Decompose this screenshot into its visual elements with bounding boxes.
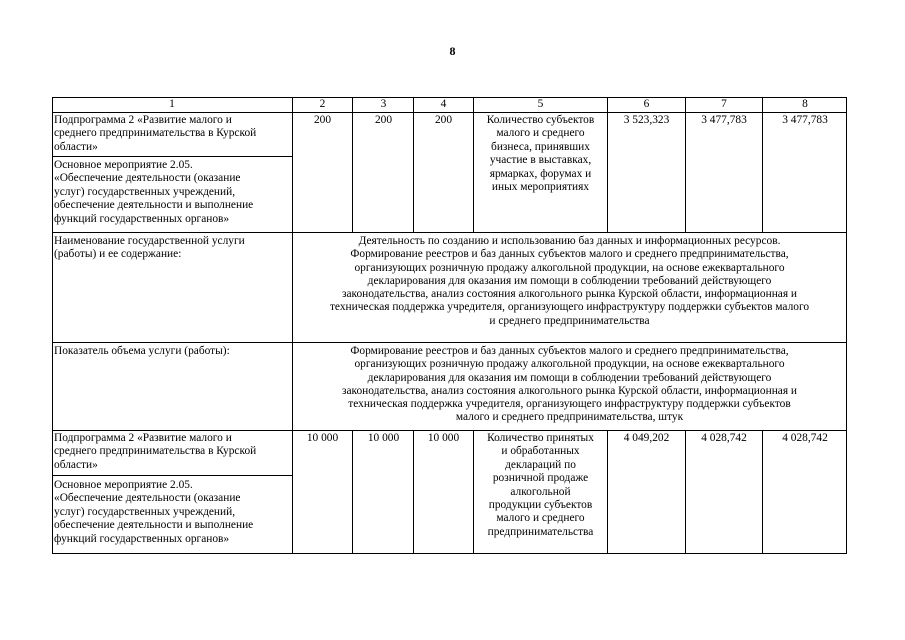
service-description: Деятельность по созданию и использованию баз данных и информационных ресурсов. Формирование реестров и баз данных субъектов малого и среднего предпринимательства, организующих розничную продажу алкогольной продукции, на основе ежеквартального декларирования для оказания им помощи в соблюдении требований действующего законодательства, анализ состояния алкогольного рынка Курской области, информационная и техническая поддержка учредителя, организующего инфраструктуру поддержки субъектов малого и среднего предпринимательства (329, 235, 810, 327)
header-col-8: 8 (802, 98, 808, 110)
header-col-6: 6 (643, 98, 650, 110)
block2-subprogram: Подпрограмма 2 «Развитие малого и среднего предпринимательства в Курской области» (54, 432, 257, 471)
volume-description: Формирование реестров и баз данных субъектов малого и среднего предпринимательства, организующих розничную продажу алкогольной продукции, на основе ежеквартального декларирования для оказания им помощи в соблюдении требований действующего законодательства, анализ состояния алкогольного рынка Курской области, информационная и техническая поддержка учредителя, организующего инфраструктуру поддержки субъектов малого и среднего предпринимательства, штук (341, 345, 798, 424)
block2-indicator: Количество принятых и обработанных деклараций по розничной продаже алкогольной продукции субъектов малого и среднего предпринимательства (487, 432, 594, 538)
block2-col3: 10 000 (367, 432, 400, 444)
block1-col8: 3 477,783 (782, 114, 828, 126)
block2-col4: 10 000 (427, 432, 460, 444)
service-label: Наименование государственной услуги (работы) и ее содержание: (54, 235, 245, 261)
block1-col3: 200 (374, 114, 393, 126)
block2-col2: 10 000 (306, 432, 339, 444)
block2-col6: 4 049,202 (623, 432, 670, 444)
block1-measure: Основное мероприятие 2.05. «Обеспечение деятельности (оказание услуг) государственных учреждений, обеспечение деятельности и выполнение функций государственных органов» (54, 159, 254, 225)
block1-col4: 200 (434, 114, 453, 126)
header-col-2: 2 (319, 98, 326, 110)
block2-measure: Основное мероприятие 2.05. «Обеспечение деятельности (оказание услуг) государственных учреждений, обеспечение деятельности и выполнение функций государственных органов» (54, 479, 254, 545)
block1-subprogram: Подпрограмма 2 «Развитие малого и среднего предпринимательства в Курской области» (54, 114, 257, 153)
header-col-5: 5 (537, 98, 544, 110)
page-number: 8 (449, 44, 456, 58)
budget-table (52, 97, 847, 554)
block2-col8: 4 028,742 (782, 432, 828, 444)
header-col-3: 3 (380, 98, 387, 110)
block1-col6: 3 523,323 (623, 114, 670, 126)
header-col-4: 4 (440, 98, 447, 110)
block2-col7: 4 028,742 (701, 432, 747, 444)
block1-col7: 3 477,783 (701, 114, 747, 126)
header-col-1: 1 (169, 98, 175, 110)
block1-indicator: Количество субъектов малого и среднего бизнеса, принявших участие в выставках, ярмарках, форумах и иных мероприятиях (486, 114, 595, 194)
header-col-7: 7 (721, 98, 727, 110)
block1-col2: 200 (313, 114, 332, 126)
volume-label: Показатель объема услуги (работы): (54, 345, 230, 357)
